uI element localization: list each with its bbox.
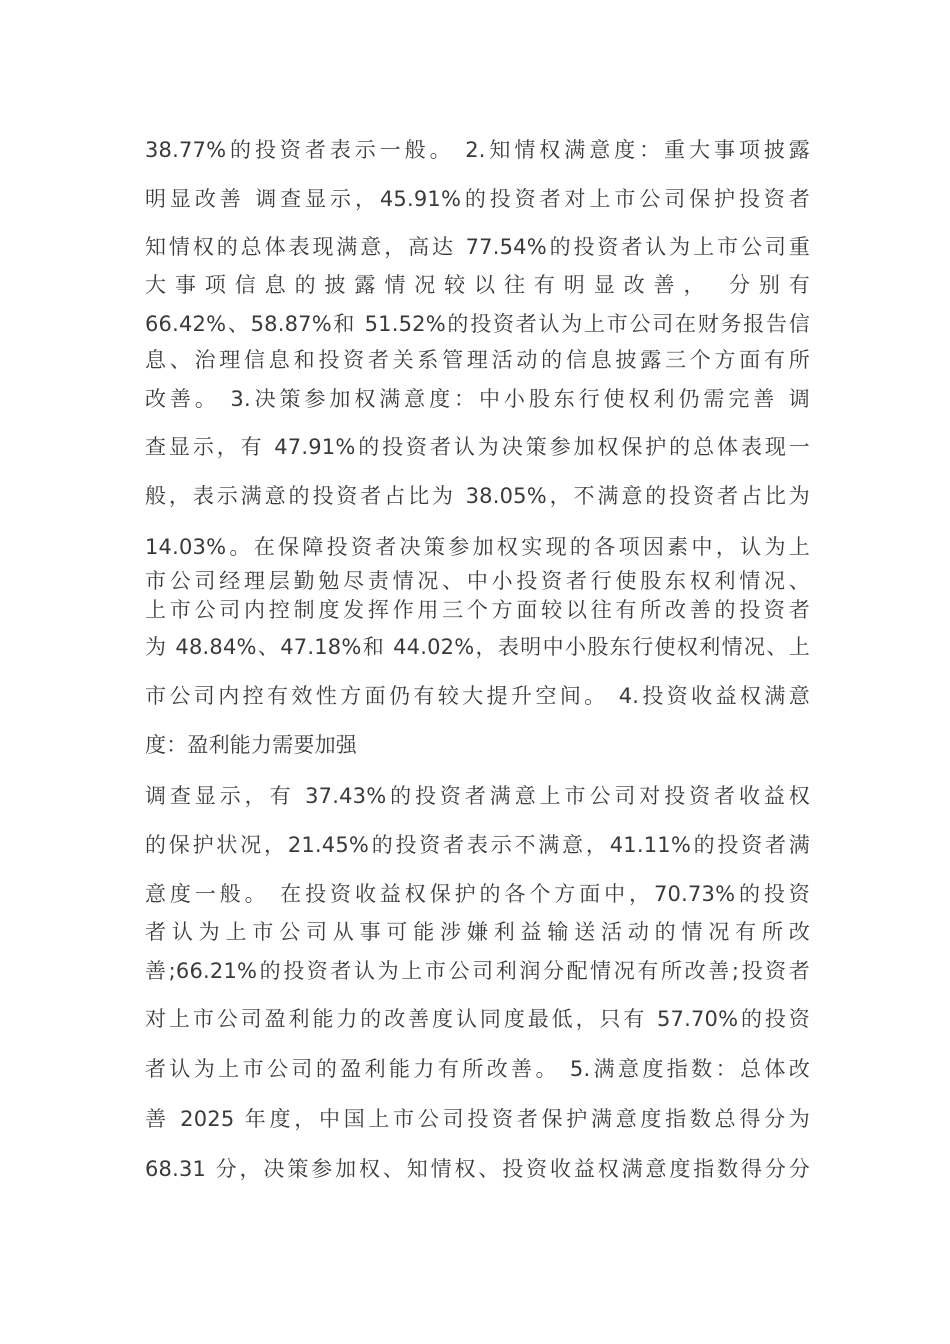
body-text-line: 14.03%。在保障投资者决策参加权实现的各项因素中，认为上 — [145, 535, 810, 559]
body-text-line: 者认为上市公司从事可能涉嫌利益输送活动的情况有所改 — [145, 920, 810, 944]
body-text-line: 的保护状况，21.45%的投资者表示不满意，41.11%的投资者满 — [145, 833, 810, 857]
body-text-line: 意度一般。 在投资收益权保护的各个方面中，70.73%的投资 — [145, 882, 810, 906]
body-text-line: 度：盈利能力需要加强 — [145, 733, 357, 757]
body-text-line: 者认为上市公司的盈利能力有所改善。 5.满意度指数：总体改 — [145, 1057, 810, 1081]
body-text-line: 明显改善 调查显示，45.91%的投资者对上市公司保护投资者 — [145, 187, 810, 211]
body-text-line: 市公司经理层勤勉尽责情况、中小投资者行使股东权利情况、 — [145, 569, 810, 593]
body-text-line: 善 2025 年度，中国上市公司投资者保护满意度指数总得分为 — [145, 1107, 810, 1131]
body-text-line: 市公司内控有效性方面仍有较大提升空间。 4.投资收益权满意 — [145, 684, 810, 708]
body-text-line: 上市公司内控制度发挥作用三个方面较以往有所改善的投资者 — [145, 598, 810, 622]
body-text-line: 知情权的总体表现满意，高达 77.54%的投资者认为上市公司重 — [145, 235, 810, 259]
body-text-line: 调查显示，有 37.43%的投资者满意上市公司对投资者收益权 — [145, 784, 810, 808]
body-text-line: 68.31 分，决策参加权、知情权、投资收益权满意度指数得分分 — [145, 1157, 810, 1181]
body-text-line: 大事项信息的披露情况较以往有明显改善， 分别有 — [145, 273, 810, 297]
body-text-line: 善;66.21%的投资者认为上市公司利润分配情况有所改善;投资者 — [145, 959, 810, 983]
body-text-line: 为 48.84%、47.18%和 44.02%，表明中小股东行使权利情况、上 — [145, 635, 810, 659]
body-text-line: 对上市公司盈利能力的改善度认同度最低，只有 57.70%的投资 — [145, 1007, 810, 1031]
body-text-line: 66.42%、58.87%和 51.52%的投资者认为上市公司在财务报告信 — [145, 312, 810, 336]
body-text-line: 息、治理信息和投资者关系管理活动的信息披露三个方面有所 — [145, 348, 810, 372]
body-text-line: 改善。 3.决策参加权满意度：中小股东行使权利仍需完善 调 — [145, 387, 810, 411]
body-text-line: 38.77%的投资者表示一般。 2.知情权满意度：重大事项披露 — [145, 138, 810, 162]
body-text-line: 般，表示满意的投资者占比为 38.05%，不满意的投资者占比为 — [145, 484, 810, 508]
body-text-line: 查显示，有 47.91%的投资者认为决策参加权保护的总体表现一 — [145, 435, 810, 459]
